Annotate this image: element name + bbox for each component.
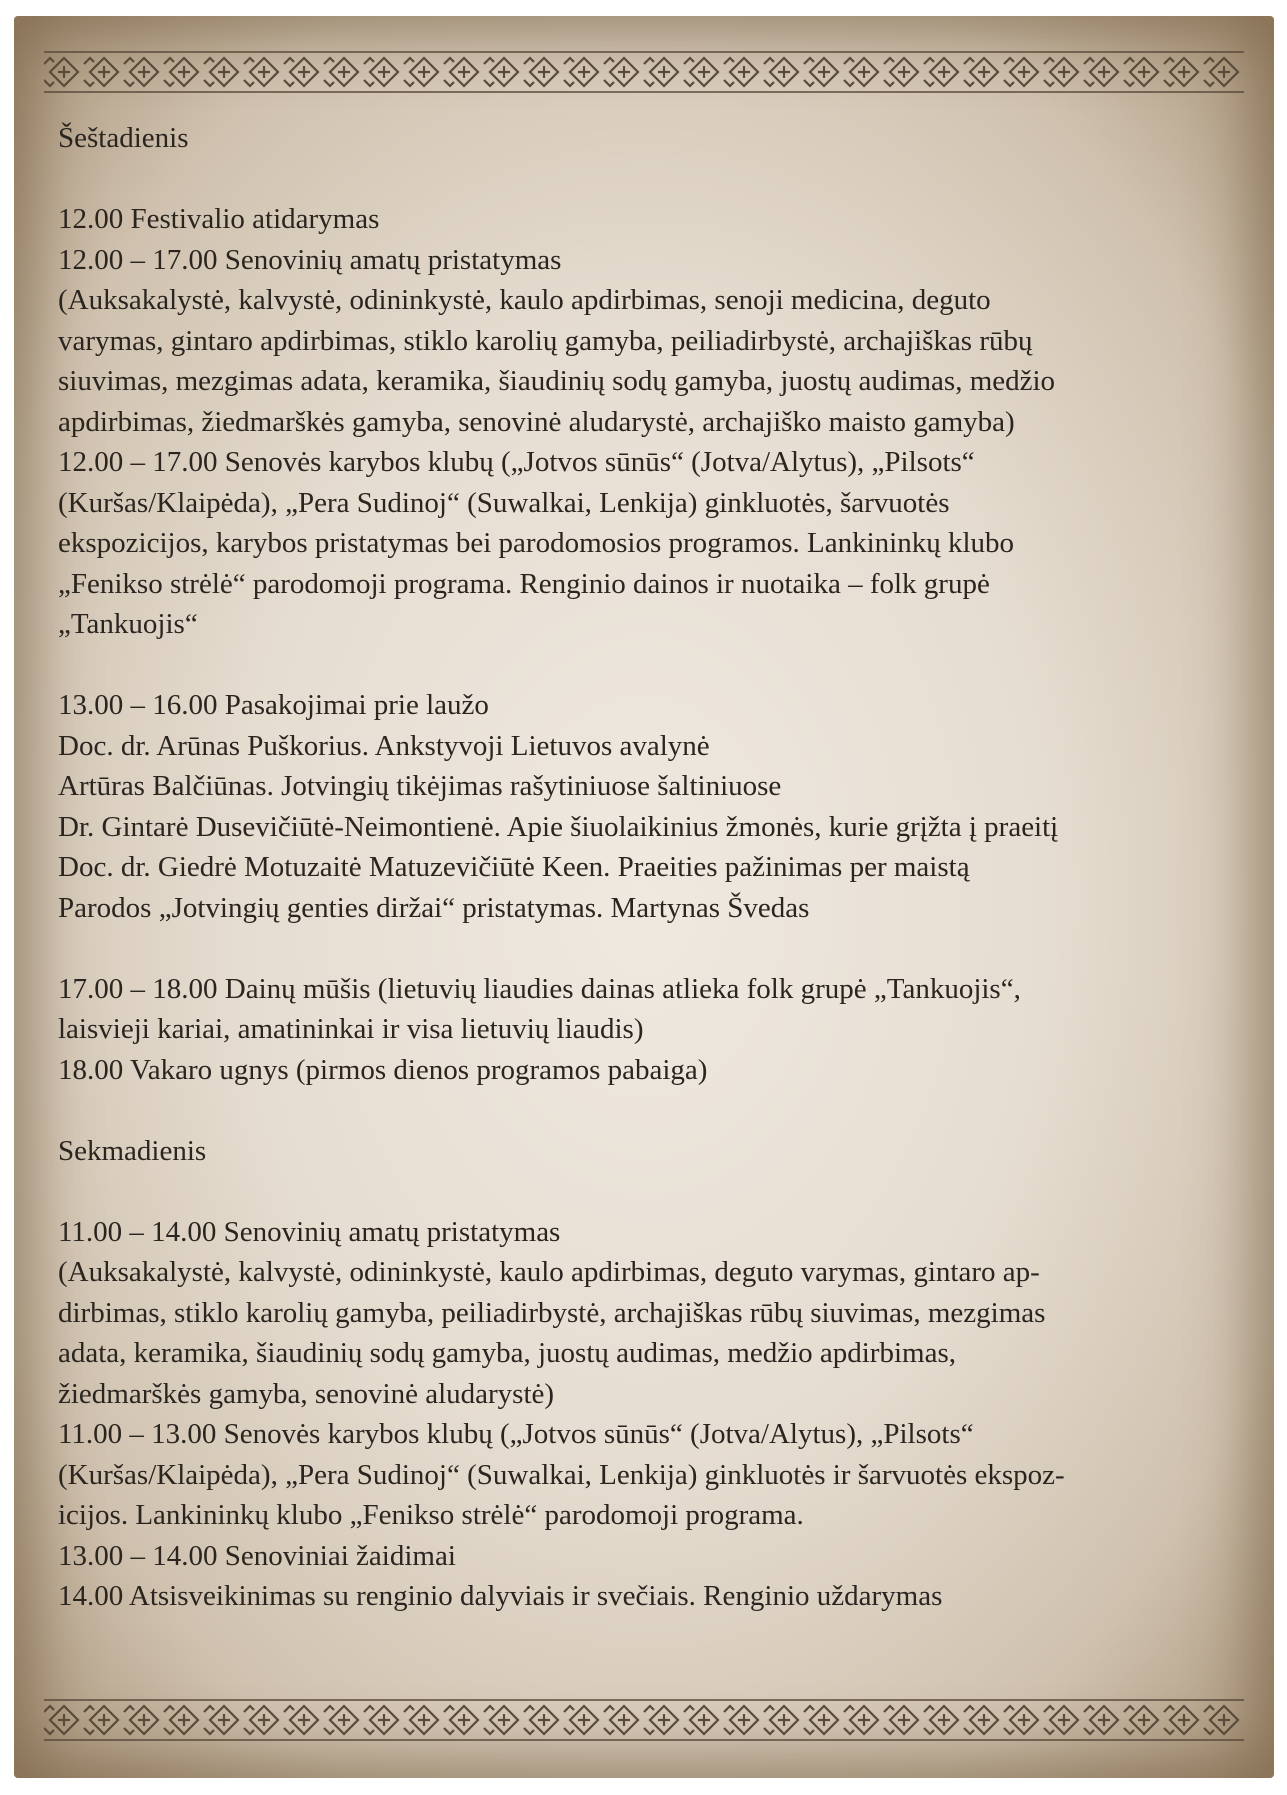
section-saturday xyxy=(58,118,1258,1090)
section-sunday xyxy=(58,1131,1258,1617)
schedule-line: 18.00 Vakaro ugnys (pirmos dienos programos pabaiga) xyxy=(58,1053,708,1086)
schedule-group xyxy=(58,685,1258,928)
schedule-line: (Kuršas/Klaipėda), „Pera Sudinoj“ (Suwalkai, Lenkija) ginkluotės, šarvuotės xyxy=(58,486,950,519)
ornamental-border-bottom xyxy=(44,1696,1244,1744)
schedule-line: Doc. dr. Arūnas Puškorius. Ankstyvoji Lietuvos avalynė xyxy=(58,729,710,762)
day-heading-sunday: Sekmadienis xyxy=(58,1134,207,1167)
schedule-line: ekspozicijos, karybos pristatymas bei parodomosios programos. Lankininkų klubo xyxy=(58,527,1015,559)
schedule-line: dirbimas, stiklo karolių gamyba, peiliadirbystė, archajiškas rūbų siuvimas, mezgimas xyxy=(58,1296,1046,1329)
schedule-line: (Auksakalystė, kalvystė, odininkystė, kaulo apdirbimas, senoji medicina, deguto xyxy=(58,284,991,316)
schedule-group xyxy=(58,969,1258,1091)
program-text xyxy=(58,118,1258,1617)
schedule-line: (Auksakalystė, kalvystė, odininkystė, kaulo apdirbimas, deguto varymas, gintaro ap- xyxy=(58,1256,1040,1288)
schedule-line: 13.00 – 16.00 Pasakojimai prie laužo xyxy=(58,689,489,721)
schedule-line: 11.00 – 14.00 Senovinių amatų pristatymas xyxy=(58,1215,561,1248)
schedule-line: icijos. Lankininkų klubo „Fenikso strėlė“ parodomoji programa. xyxy=(58,1499,804,1531)
schedule-line: Parodos „Jotvingių genties diržai“ pristatymas. Martynas Švedas xyxy=(58,891,810,924)
schedule-group xyxy=(58,199,1258,645)
schedule-line: 11.00 – 13.00 Senovės karybos klubų („Jotvos sūnūs“ (Jotva/Alytus), „Pilsots“ xyxy=(58,1418,974,1450)
schedule-line: Doc. dr. Giedrė Motuzaitė Matuzevičiūtė Keen. Praeities pažinimas per maistą xyxy=(58,851,970,883)
schedule-line: 13.00 – 14.00 Senoviniai žaidimai xyxy=(58,1539,456,1572)
page xyxy=(14,16,1274,1778)
schedule-line: adata, keramika, šiaudinių sodų gamyba, juostų audimas, medžio apdirbimas, xyxy=(58,1337,956,1369)
schedule-line: 14.00 Atsisveikinimas su renginio dalyviais ir svečiais. Renginio uždarymas xyxy=(58,1580,943,1612)
schedule-line: varymas, gintaro apdirbimas, stiklo karolių gamyba, peiliadirbystė, archajiškas rūbų xyxy=(58,324,1033,357)
schedule-line: (Kuršas/Klaipėda), „Pera Sudinoj“ (Suwalkai, Lenkija) ginkluotės ir šarvuotės ekspoz- xyxy=(58,1458,1065,1491)
schedule-line: „Tankuojis“ xyxy=(58,608,198,640)
schedule-line: Dr. Gintarė Dusevičiūtė-Neimontienė. Apie šiuolaikinius žmonės, kurie grįžta į praeitį xyxy=(58,810,1059,843)
schedule-group xyxy=(58,1212,1258,1617)
schedule-line: apdirbimas, žiedmarškės gamyba, senovinė aludarystė, archajiško maisto gamyba) xyxy=(58,405,1015,438)
schedule-line: Artūras Balčiūnas. Jotvingių tikėjimas rašytiniuose šaltiniuose xyxy=(58,770,782,802)
schedule-line: siuvimas, mezgimas adata, keramika, šiaudinių sodų gamyba, juostų audimas, medžio xyxy=(58,365,1056,397)
schedule-line: žiedmarškės gamyba, senovinė aludarystė) xyxy=(58,1377,555,1410)
ornamental-border-top xyxy=(44,48,1244,96)
schedule-line: laisvieji kariai, amatininkai ir visa lietuvių liaudis) xyxy=(58,1013,644,1045)
schedule-line: 17.00 – 18.00 Dainų mūšis (lietuvių liaudies dainas atlieka folk grupė „Tankuojis“, xyxy=(58,972,1021,1005)
schedule-line: 12.00 – 17.00 Senovės karybos klubų („Jotvos sūnūs“ (Jotva/Alytus), „Pilsots“ xyxy=(58,446,975,478)
schedule-line: „Fenikso strėlė“ parodomoji programa. Renginio dainos ir nuotaika – folk grupė xyxy=(58,567,990,600)
day-heading-saturday: Šeštadienis xyxy=(58,122,189,154)
schedule-line: 12.00 Festivalio atidarymas xyxy=(58,203,380,235)
schedule-line: 12.00 – 17.00 Senovinių amatų pristatymas xyxy=(58,243,562,276)
